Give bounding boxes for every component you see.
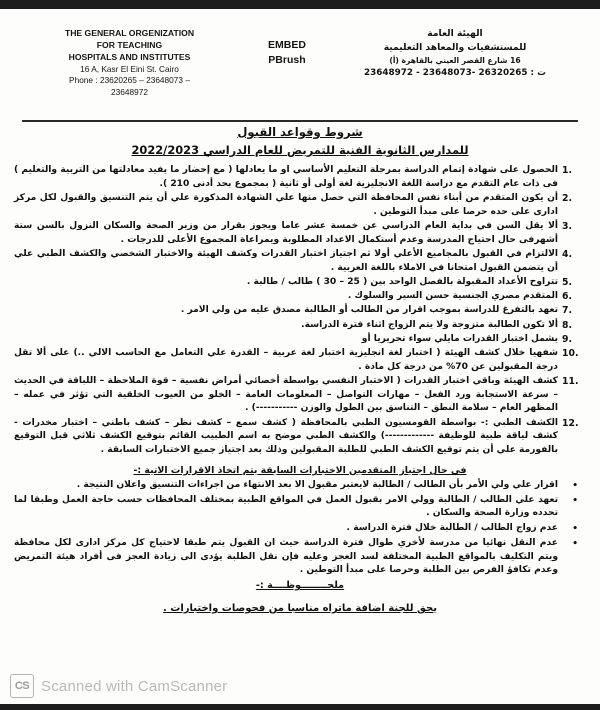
scan-edge-top xyxy=(0,0,600,9)
rule-text: يشمل اختبار القدرات مايلي سواء تحريريا أو xyxy=(361,333,558,344)
embed-field-line-2: PBrush xyxy=(268,54,306,67)
org-phone-en-line-2: 23648972 xyxy=(111,87,148,98)
rule-item xyxy=(14,164,584,191)
rule-number: 4. xyxy=(562,248,573,260)
declaration-item xyxy=(14,494,584,521)
rule-number: 6. xyxy=(562,291,573,303)
document-sheet xyxy=(0,9,600,704)
embed-field-code xyxy=(268,38,306,68)
rules-section xyxy=(14,164,584,458)
rule-text: شفهيا خلال كشف الهيئة ( اختبار لغة انجليزية اختبار لغة عربية – القدرة علي التعامل مع الحاسب الالي ..) على ألا تقل درجة المقبولين عن 70% من درجة كل مادة . xyxy=(14,348,558,372)
org-name-ar-line-2: للمستشفيات والمعاهد التعليمية xyxy=(383,41,527,53)
rule-number: 1. xyxy=(562,165,573,176)
rule-text: الحصول على شهادة إتمام الدراسة بمرحلة التعليم الأساسي او ما يعادلها ( مع إحضار ما يفيد معادلتها من التربية والتعليم ) فى ذات عام التقدم مع دراسة اللغة الانجليزية لغة أولى أو ثانية ( بمجموع بحد أدنى 210 ). xyxy=(14,165,558,189)
rule-number: 12. xyxy=(562,417,579,429)
rule-item xyxy=(14,192,584,219)
rule-text: الالتزام في القبول بالمجاميع الأعلي أولا ثم اجتياز اختبار القدرات وكشف الهيئة والاختبار الشخصي والكشف الطبي علي أن يتضمن القبول امتحانا في الاملاء باللغة العربية . xyxy=(14,248,558,273)
declaration-item xyxy=(14,522,584,536)
declaration-item xyxy=(14,537,584,578)
declaration-text: اقرار علي ولي الأمر بأن الطالب / الطالبة لايعتبر مقبول الا بعد الانتهاء من اجراءات التنسيق واعلان النتيجة . xyxy=(76,479,558,490)
rule-number: 2. xyxy=(562,192,573,204)
declarations-list xyxy=(14,479,584,578)
camscanner-badge-icon: CS xyxy=(10,674,34,698)
rule-item xyxy=(14,304,584,318)
rule-item xyxy=(14,319,584,333)
header-divider xyxy=(22,120,578,122)
closing-statement: يحق للجنة اضافة ماتراه مناسبا من فحوصات واختبارات . xyxy=(163,603,437,615)
header-arabic-block xyxy=(330,27,580,80)
org-name-line-3: HOSPITALS AND INSTITUTES xyxy=(68,52,191,63)
declaration-text: عدم النقل نهائيا من مدرسة لأخري طوال فترة الدراسة حيث ان القبول يتم طبقا لاحتياج كل مركز ادارى لكل محافظة ويتم التكليف بالمواقع الطبية المختلفة لسد العجز وعليه فإن نقل الطلبة يؤدى الى زيادة العجز فى أفراد هيئة التمريض وعدم تكافؤ الفرص بين الطلبة وحرصا على مبدأ التوطين . xyxy=(14,537,558,576)
declarations-heading: في حال اجتياز المتقدمين الاختبارات السابقة يتم اتخاذ الاقرارات الاتية :- xyxy=(133,464,467,476)
org-address-en: 16 A, Kasr El Eini St. Cairo xyxy=(80,63,179,74)
embed-field-line-1: EMBED xyxy=(268,39,306,51)
org-name-line-2: FOR TEACHING xyxy=(96,40,163,51)
rule-text: أن يكون المتقدم من أبناء نفس المحافظة التي حصل منها علي الشهادة المذكورة علي أن يتم التنسيق والقبول لكل مركز ادارى على حده حرصا على مبدأ التوطين . xyxy=(14,192,558,217)
declaration-text: عدم زواج الطالب / الطالبة خلال فترة الدراسة . xyxy=(346,523,558,534)
note-label: ملحــــــــوظــــة :- xyxy=(255,580,345,592)
rule-text: كشف الهيئة وباقي اختبار القدرات ( الاختبار النفسي بواسطة أخصائي أمراض نفسية – قوة الملاحظة – اللباقة في الحديث – سرعة الاستجابة ورد الفعل – مهارات التواصل – المعلومات العامة – الخلو من العيوب الخلقية التي تؤثر في عمله – المظهر العام – سلامة النطق – التناسق بين الطول والوزن -----------) . xyxy=(14,376,558,414)
rule-item xyxy=(14,375,584,416)
rule-number: 9. xyxy=(562,333,573,345)
rule-text: المتقدم مصري الجنسية حسن السير والسلوك . xyxy=(347,291,558,302)
rule-number: 8. xyxy=(562,319,573,331)
org-name-ar-line-1: الهيئة العامة xyxy=(427,28,483,39)
rule-item xyxy=(14,276,584,290)
rule-item xyxy=(14,248,584,275)
document-header xyxy=(0,27,600,103)
header-english-block xyxy=(22,27,237,99)
rule-item xyxy=(14,347,584,374)
camscanner-watermark xyxy=(10,674,227,698)
rule-item xyxy=(14,417,584,458)
rule-item xyxy=(14,333,584,347)
rule-number: 5. xyxy=(562,276,573,288)
bullet-icon: • xyxy=(572,524,578,535)
bullet-icon: • xyxy=(572,480,578,491)
rule-item xyxy=(14,220,584,247)
rule-text: ألا يقل السن في بداية العام الدراسي عن خمسة عشر عاما ويجوز بقرار من وزير الصحة والسكان النزول بالسن ستة أشهرفى حال احتياج المدرسة وعدم أستكمال الاعداد المطلوبة ويمراعاة المجموع الأعلى للدرجات . xyxy=(14,220,558,245)
rule-text: تعهد بالتفرغ للدراسة بموجب اقرار من الطالب أو الطالبة مصدق عليه من ولي الامر . xyxy=(180,305,558,316)
title-block xyxy=(0,125,600,157)
declaration-item xyxy=(14,479,584,493)
page-subtitle: للمدارس الثانوية الفنية للتمريض للعام الدراسي 2022/2023 xyxy=(131,143,469,157)
org-phone-ar: ت : 26320265 -23648073 - 23648972 xyxy=(364,67,546,78)
rule-number: 3. xyxy=(562,220,573,232)
org-address-ar: 16 شارع القصر العيني بالقاهرة (أ) xyxy=(389,55,521,65)
org-name-line-1: THE GENERAL ORGENIZATION xyxy=(64,28,195,38)
org-phone-en-line-1: Phone : 23620265 – 23648073 – xyxy=(69,75,190,86)
camscanner-label: Scanned with CamScanner xyxy=(41,677,228,695)
scan-edge-bottom xyxy=(0,704,600,710)
rule-text: تتراوح الأعداد المقبولة بالفصل الواحد بين ( 25 – 30 ) طالب / طالبة . xyxy=(246,276,558,287)
page-title: شروط وقواعد القبول xyxy=(237,125,363,139)
declaration-text: تعهد علي الطالب / الطالبة وولي الامر بقبول العمل في المواقع الطبية بمختلف المحافظات حسب حاجة العمل وطبقا لما تحدده وزارة الصحة والسكان . xyxy=(14,494,558,519)
bullet-icon: • xyxy=(572,538,578,549)
rule-number: 7. xyxy=(562,305,573,317)
rule-item xyxy=(14,290,584,304)
rule-number: 10. xyxy=(562,348,579,360)
rule-text: الكشف الطبي :- بواسطة القومسيون الطبي بالمحافظة ( كشف سمع – كشف نظر – كشف باطني – اختبار مخدرات - كشف لياقة طبية للوظيفة -------------) والكشف الطبي موضح به اسم الطبيب القائم بتوقيع الكشف ثلاثي قبل التوقيع بالفورمة علي أن يتم توقيع الكشف الطبي للطلبة المقبولين وذلك بعد اجتياز جميع الاختبارات السابقة . xyxy=(14,417,558,456)
bullet-icon: • xyxy=(572,495,578,506)
admission-rules-list xyxy=(14,164,584,458)
rule-text: ألا تكون الطالبة متزوجة ولا يتم الزواج اثناء فترة الدراسة. xyxy=(301,319,558,330)
rule-number: 11. xyxy=(562,376,579,388)
